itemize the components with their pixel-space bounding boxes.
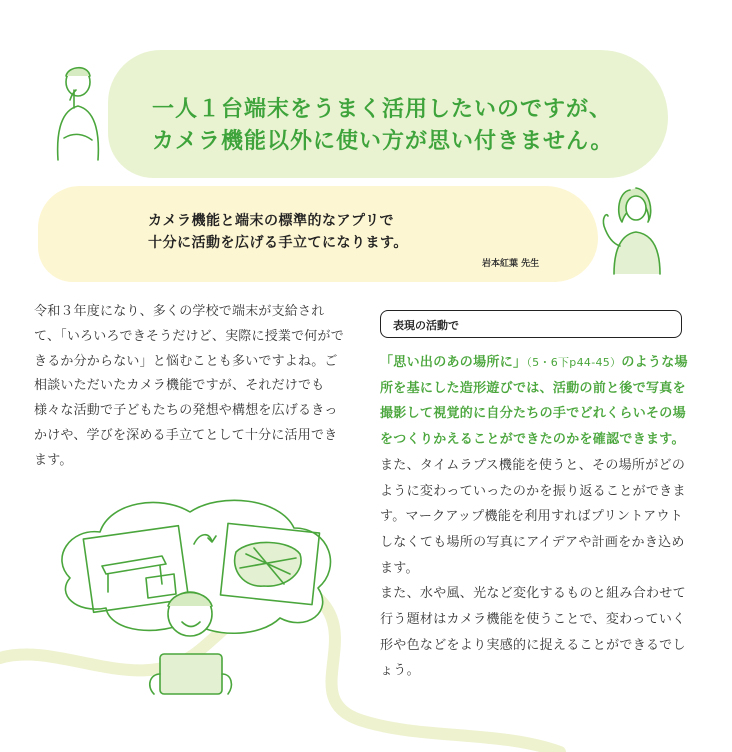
question-line-1: 一人１台端末をうまく活用したいのですが、 (152, 97, 613, 122)
highlight-body: のような場所を基にした造形遊びでは、活動の前と後で写真を撮影して視覚的に自分たちの手でどれくらいその場をつくりかえることができたのかを確認できます。 (380, 355, 688, 448)
thinking-teacher-illustration (44, 60, 114, 170)
answer-line-1: カメラ機能と端末の標準的なアプリで (148, 213, 394, 229)
right-body-text (380, 350, 690, 684)
teacher-name: 岩本紅葉 先生 (482, 259, 540, 269)
highlight-title: 「思い出のあの場所に」 (380, 355, 527, 370)
right-body-rest: また、タイムラプス機能を使うと、その場所がどのように変わっていったのかを振り返ることができます。マークアップ機能を利用すればプリントアウトしなくても場所の写真にアイデアや計画をかき込めます。 (380, 457, 686, 576)
section-heading-label: 表現の活動で (393, 319, 459, 332)
section-heading-box (380, 310, 682, 338)
question-line-2: カメラ機能以外に使い方が思い付きません。 (152, 129, 614, 154)
teacher-woman-illustration (590, 178, 680, 278)
textbook-reference: （5・6下p44-45） (526, 356, 622, 369)
right-body-paragraph-2: また、水や風、光など変化するものと組み合わせて行う題材はカメラ機能を使うことで、変わっていく形や色などをより実感的に捉えることができるでしょう。 (380, 586, 686, 679)
thought-bubble-illustration (50, 488, 350, 748)
answer-line-2: 十分に活動を広げる手立てになります。 (148, 235, 408, 251)
left-body-text: 令和３年度になり、多くの学校で端末が支給されて、「いろいろできそうだけど、実際に授業で何ができるか分からない」と悩むことも多いですよね。ご相談いただいたカメラ機能ですが、それだけでも様々な活動で子どもたちの発想や構想を広げるきっかけや、学びを深める手立てとして十分に活用できます。 (34, 304, 344, 468)
